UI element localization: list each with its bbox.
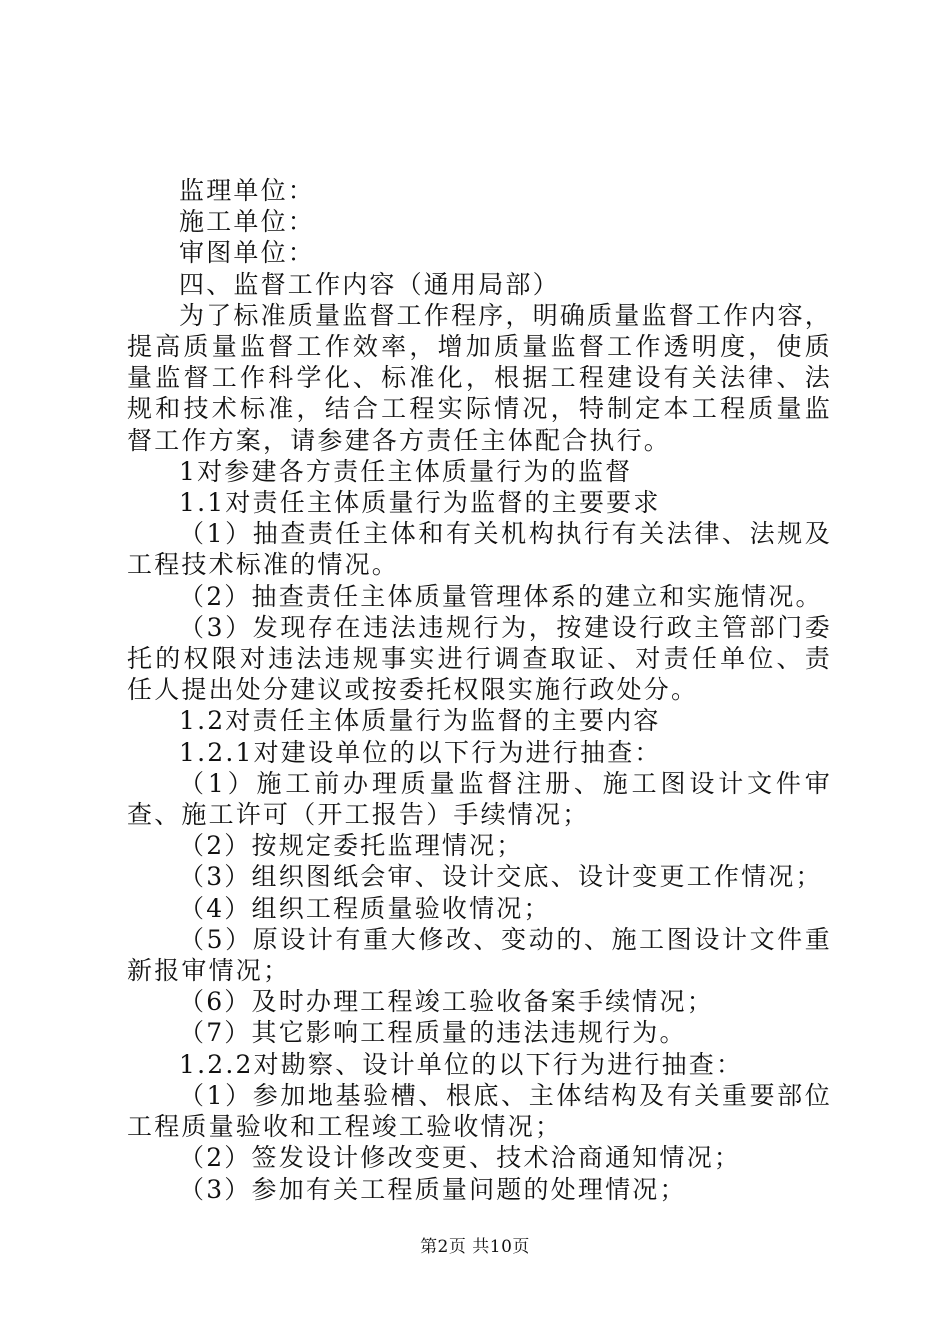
list-item-1-2-1-2: （2）按规定委托监理情况； xyxy=(179,831,524,861)
heading-1: 1对参建各方责任主体质量行为的监督 xyxy=(179,456,633,486)
heading-1-2-1: 1.2.1对建设单位的以下行为进行抽查： xyxy=(179,737,662,767)
list-item-1-2-1-1: （1）施工前办理质量监督注册、施工图设计文件审查、施工许可（开工报告）手续情况； xyxy=(127,768,832,830)
paragraph-supervision-unit: 监理单位： xyxy=(179,176,316,205)
list-item-1-2-2-1: （1）参加地基验槽、根底、主体结构及有关重要部位工程质量验收和工程竣工验收情况； xyxy=(127,1080,832,1142)
paragraph-construction-unit: 施工单位： xyxy=(179,207,316,237)
heading-1-2: 1.2对责任主体质量行为监督的主要内容 xyxy=(179,706,661,736)
list-item-1-1-2: （2）抽查责任主体质量管理体系的建立和实施情况。 xyxy=(179,581,823,611)
list-item-1-2-1-3: （3）组织图纸会审、设计交底、设计变更工作情况； xyxy=(179,862,823,892)
heading-1-2-2: 1.2.2对勘察、设计单位的以下行为进行抽查： xyxy=(179,1049,744,1079)
paragraph-purpose: 为了标准质量监督工作程序，明确质量监督工作内容，提高质量监督工作效率，增加质量监督工作透明度，使质量监督工作科学化、标准化，根据工程建设有关法律、法规和技术标准，结合工程实际情况，特制定本工程质量监督工作方案，请参建各方责任主体配合执行。 xyxy=(127,300,832,455)
heading-1-1: 1.1对责任主体质量行为监督的主要要求 xyxy=(179,488,661,518)
list-item-1-2-1-6: （6）及时办理工程竣工验收备案手续情况； xyxy=(179,987,714,1017)
page-footer xyxy=(0,1236,950,1258)
list-item-1-2-1-5: （5）原设计有重大修改、变动的、施工图设计文件重新报审情况； xyxy=(127,924,832,986)
list-item-1-2-1-7: （7）其它影响工程质量的违法违规行为。 xyxy=(179,1018,687,1048)
paragraph-drawing-review-unit: 审图单位： xyxy=(179,238,316,268)
list-item-1-2-2-3: （3）参加有关工程质量问题的处理情况； xyxy=(179,1174,687,1204)
list-item-1-1-1: （1）抽查责任主体和有关机构执行有关法律、法规及工程技术标准的情况。 xyxy=(127,519,832,580)
list-item-1-2-1-4: （4）组织工程质量验收情况； xyxy=(179,893,551,923)
list-item-1-1-3: （3）发现存在违法违规行为，按建设行政主管部门委托的权限对违法违规事实进行调查取证、对责任单位、责任人提出处分建议或按委托权限实施行政处分。 xyxy=(127,612,832,705)
page-number-label: 第2页 共10页 xyxy=(420,1237,530,1257)
document-body xyxy=(127,175,832,1205)
list-item-1-2-2-2: （2）签发设计修改变更、技术洽商通知情况； xyxy=(179,1143,742,1173)
section-heading-4: 四、监督工作内容（通用局部） xyxy=(179,269,560,299)
